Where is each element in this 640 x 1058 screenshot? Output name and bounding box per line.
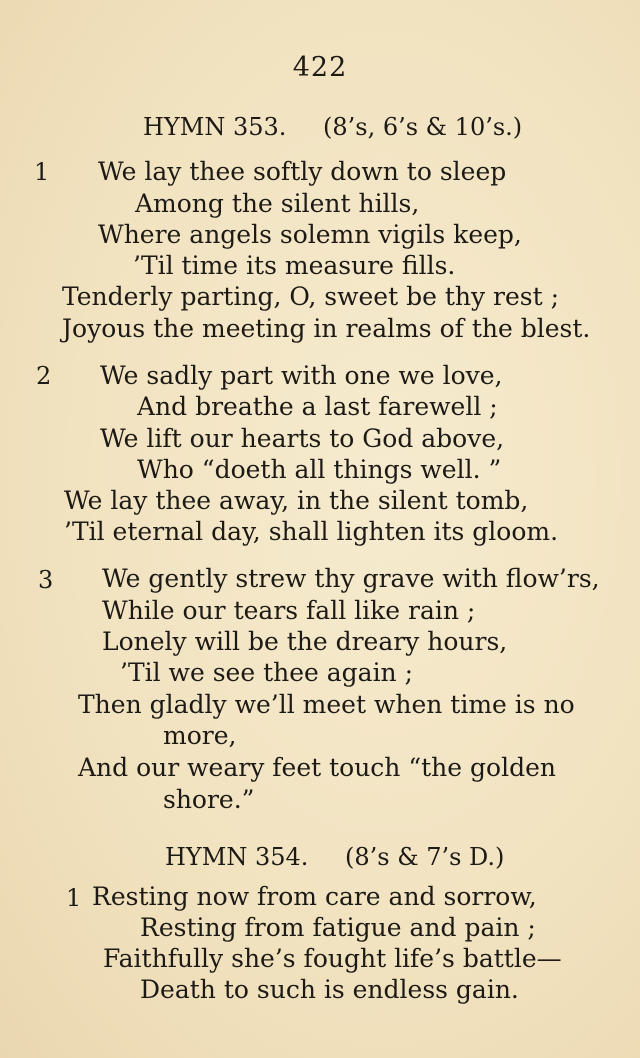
verse-line: more, — [163, 721, 237, 750]
verse-line: While our tears fall like rain ; — [102, 596, 476, 625]
stanza-number: 1 — [66, 884, 82, 912]
verse-line: We lay thee softly down to sleep — [98, 157, 507, 186]
verse-line: We lay thee away, in the silent tomb, — [64, 486, 529, 515]
verse-line: Resting now from care and sorrow, — [92, 882, 537, 911]
verse-line: Resting from fatigue and pain ; — [140, 913, 536, 942]
verse-line: We lift our hearts to God above, — [100, 424, 505, 453]
verse-line: ’Til we see thee again ; — [120, 658, 414, 687]
page-number: 422 — [292, 52, 348, 83]
verse-line: Faithfully she’s fought life’s battle— — [103, 944, 562, 973]
hymn-353-title: HYMN 353. — [143, 113, 287, 141]
verse-line: Lonely will be the dreary hours, — [102, 627, 508, 656]
hymn-354-meter: (8’s & 7’s D.) — [345, 843, 505, 871]
verse-line: Among the silent hills, — [135, 189, 420, 218]
hymn-353-meter: (8’s, 6’s & 10’s.) — [323, 113, 523, 141]
verse-line: Tenderly parting, O, sweet be thy rest ; — [62, 282, 560, 311]
stanza-number: 2 — [36, 362, 52, 390]
verse-line: And our weary feet touch “the golden — [78, 753, 556, 782]
verse-line: Death to such is endless gain. — [140, 975, 519, 1004]
verse-line: And breathe a last farewell ; — [137, 392, 498, 421]
verse-line: Then gladly we’ll meet when time is no — [78, 690, 575, 719]
verse-line: Who “doeth all things well. ” — [137, 455, 502, 484]
hymn-354-title: HYMN 354. — [165, 843, 309, 871]
verse-line: shore.” — [163, 785, 255, 814]
stanza-number: 3 — [38, 566, 54, 594]
verse-line: We gently strew thy grave with flow’rs, — [102, 564, 600, 593]
verse-line: Where angels solemn vigils keep, — [98, 220, 522, 249]
verse-line: ’Til time its measure fills. — [133, 251, 456, 280]
stanza-number: 1 — [34, 158, 50, 186]
verse-line: We sadly part with one we love, — [100, 361, 503, 390]
verse-line: Joyous the meeting in realms of the blest. — [62, 314, 591, 343]
verse-line: ’Til eternal day, shall lighten its gloom. — [64, 517, 559, 546]
